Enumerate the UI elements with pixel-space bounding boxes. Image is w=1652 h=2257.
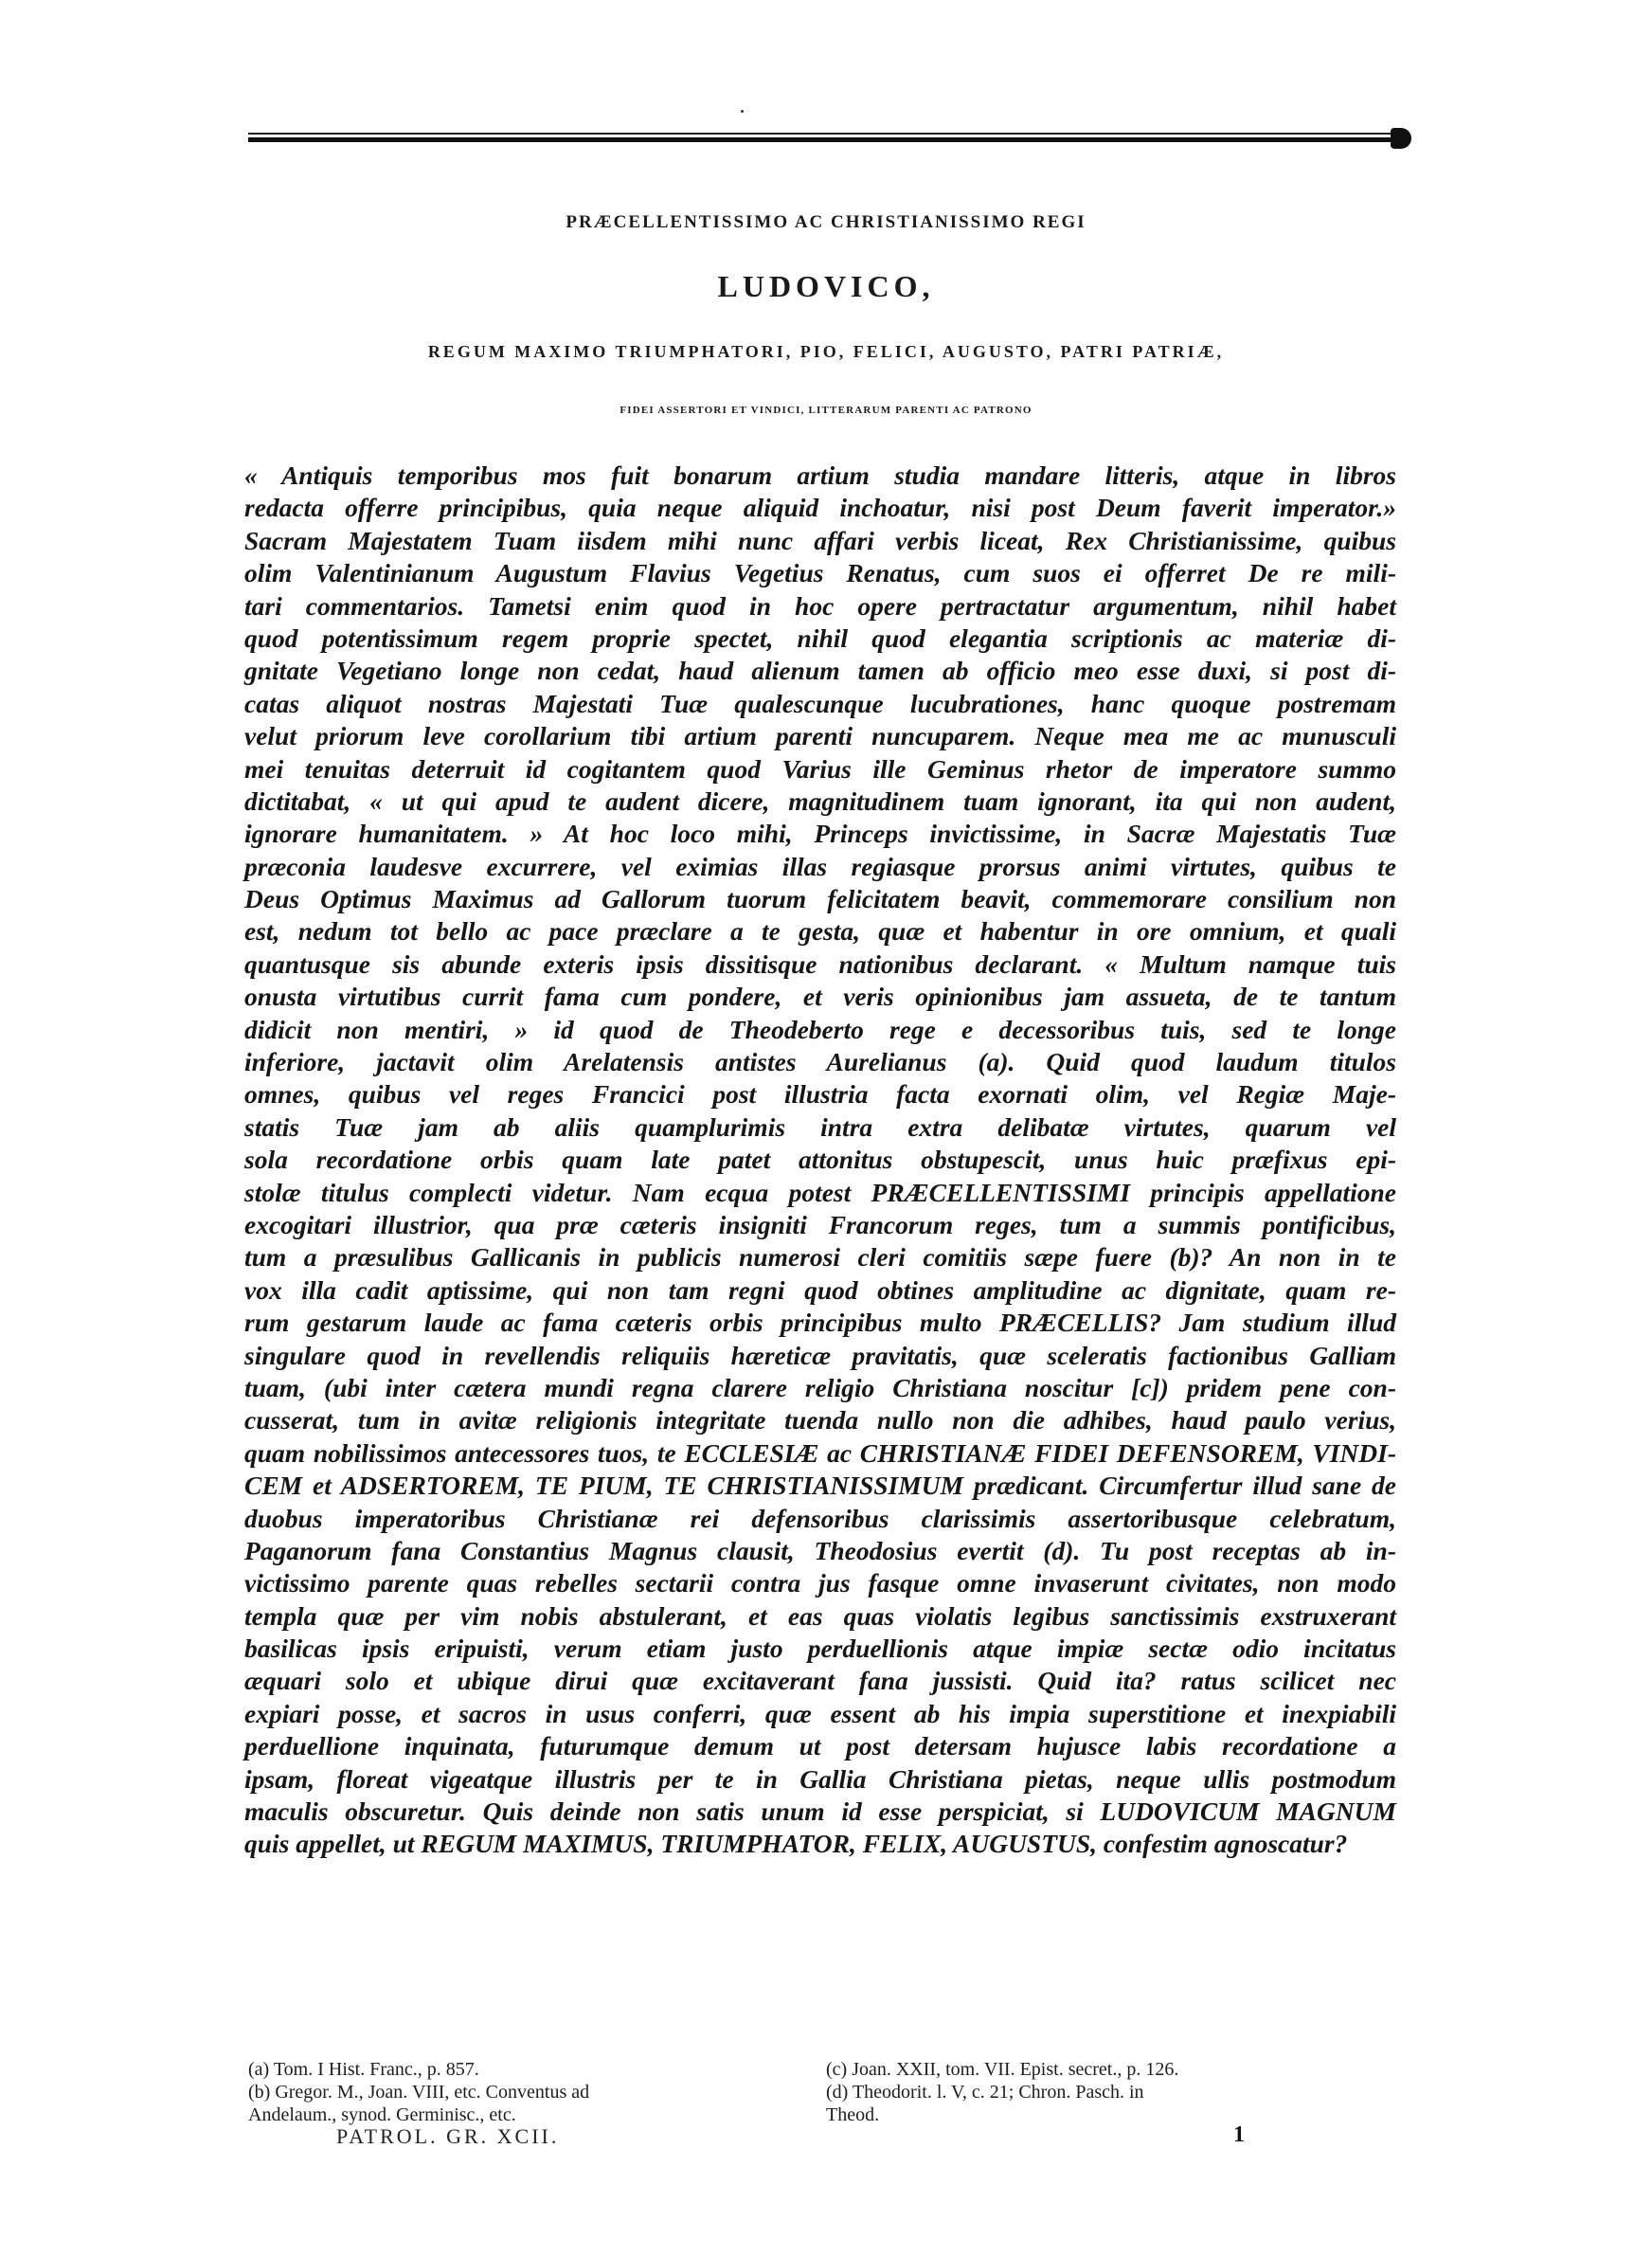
dedication-line-4: FIDEI ASSERTORI ET VINDICI, LITTERARUM PARENTI AC PATRONO: [620, 405, 1032, 416]
body-line: expiari posse, et sacros in usus conferri, quæ essent ab his impia superstitione et inexpiabili: [244, 1698, 1396, 1728]
body-line: inferiore, jactavit olim Arelatensis antistes Aurelianus (a). Quid quod laudum titulos: [244, 1047, 1396, 1077]
body-line: stolæ titulus complecti videtur. Nam ecqua potest PRÆCELLENTISSIMI principis appellatione: [244, 1177, 1396, 1207]
dedication-line-3: REGUM MAXIMO TRIUMPHATORI, PIO, FELICI, AUGUSTO, PATRI PATRIÆ,: [427, 342, 1225, 361]
rule-ornament: [1391, 128, 1411, 149]
body-line: æquari solo et ubique dirui quæ excitaverant fana jussisti. Quid ita? ratus scilicet nec: [244, 1666, 1396, 1696]
footnote-line: Theod.: [826, 2104, 880, 2125]
footnote-line: (a) Tom. I Hist. Franc., p. 857.: [248, 2059, 479, 2080]
body-line: Sacram Majestatem Tuam iisdem mihi nunc affari verbis liceat, Rex Christianissime, quibus: [244, 525, 1396, 555]
footnote-line: (d) Theodorit. l. V, c. 21; Chron. Pasch. in: [826, 2082, 1144, 2103]
body-line: tuam, (ubi inter cætera mundi regna clarere religio Christiana noscitur [c]) pridem pene con-: [244, 1372, 1396, 1402]
body-line: ipsam, floreat vigeatque illustris per te in Gallia Christiana pietas, neque ullis postmodum: [244, 1763, 1396, 1794]
footnote-line: Andelaum., synod. Germinisc., etc.: [248, 2104, 516, 2125]
body-line: basilicas ipsis eripuisti, verum etiam justo perduellionis atque impiæ sectæ odio incitatus: [244, 1634, 1396, 1664]
body-line: omnes, quibus vel reges Francici post illustria facta exornati olim, vel Regiæ Maje-: [244, 1079, 1396, 1110]
body-line: præconia laudesve excurrere, vel eximias illas regiasque prorsus animi virtutes, quibus te: [244, 851, 1396, 881]
body-line: olim Valentinianum Augustum Flavius Vegetius Renatus, cum suos ei offerret De re mili-: [244, 558, 1396, 588]
body-line: Paganorum fana Constantius Magnus clausit, Theodosius evertit (d). Tu post receptas ab in-: [244, 1535, 1396, 1565]
body-line: « Antiquis temporibus mos fuit bonarum artium studia mandare litteris, atque in libros: [244, 460, 1396, 490]
dedication-title: LUDOVICO,: [717, 269, 935, 303]
rule-thin-line: [248, 133, 1392, 135]
body-line: velut priorum leve corollarium tibi artium parenti nuncuparem. Neque mea me ac munusculi: [244, 721, 1396, 751]
footnotes-left: [248, 2058, 817, 2126]
body-line: quis appellet, ut REGUM MAXIMUS, TRIUMPHATOR, FELIX, AUGUSTUS, confestim agnoscatur?: [244, 1829, 1348, 1859]
body-line: sola recordatione orbis quam late patet attonitus obstupescit, unus huic præfixus epi-: [244, 1145, 1396, 1175]
footnotes-right: [826, 2058, 1413, 2126]
body-line: ignorare humanitatem. » At hoc loco mihi, Princeps invictissime, in Sacræ Majestatis Tuæ: [244, 819, 1396, 849]
body-line: tum a præsulibus Gallicanis in publicis numerosi cleri comitiis sæpe fuere (b)? An non in te: [244, 1242, 1396, 1273]
footnote-line: (b) Gregor. M., Joan. VIII, etc. Conventus ad: [248, 2082, 590, 2103]
dedication-body: [244, 460, 1396, 1861]
body-line: excogitari illustrior, qua præ cæteris insigniti Francorum reges, tum a summis pontificibus,: [244, 1209, 1396, 1239]
body-line: Deus Optimus Maximus ad Gallorum tuorum felicitatem beavit, commemorare consilium non: [244, 884, 1396, 914]
body-line: mei tenuitas deterruit id cogitantem quod Varius ille Geminus rhetor de imperatore summo: [244, 753, 1396, 784]
body-line: redacta offerre principibus, quia neque aliquid inchoatur, nisi post Deum faverit imperator.»: [244, 493, 1396, 523]
body-line: templa quæ per vim nobis abstulerant, et eas quas violatis legibus sanctissimis exstruxerant: [244, 1600, 1396, 1631]
body-line: victissimo parente quas rebelles sectarii contra jus fasque omne invaserunt civitates, non modo: [244, 1568, 1396, 1598]
body-line: catas aliquot nostras Majestati Tuæ qualescunque lucubrationes, hanc quoque postremam: [244, 688, 1396, 718]
body-line: tari commentarios. Tametsi enim quod in hoc opere pertractatur argumentum, nihil habet: [244, 590, 1396, 621]
body-line: dictitabat, « ut qui apud te audent dicere, magnitudinem tuam ignorant, ita qui non audent,: [244, 785, 1396, 816]
body-line: CEM et ADSERTOREM, TE PIUM, TE CHRISTIANISSIMUM prædicant. Circumfertur illud sane de: [244, 1471, 1396, 1501]
body-line: quod potentissimum regem proprie spectet, nihil quod elegantia scriptionis ac materiæ di-: [244, 623, 1396, 653]
body-line: cusserat, tum in avitæ religionis integritate tuenda nullo non die adhibes, haud paulo verius,: [244, 1405, 1396, 1435]
rule-thick-line: [248, 137, 1392, 142]
body-line: statis Tuæ jam ab aliis quamplurimis intra extra delibatæ virtutes, quarum vel: [244, 1111, 1396, 1142]
body-line: quam nobilissimos antecessores tuos, te ECCLESIÆ ac CHRISTIANÆ FIDEI DEFENSOREM, VINDI-: [244, 1437, 1396, 1468]
body-line: singulare quod in revellendis reliquiis hæreticæ pravitatis, quæ sceleratis factionibus Galliam: [244, 1340, 1396, 1370]
body-line: quantusque sis abunde exteris ipsis dissitisque nationibus declarant. « Multum namque tuis: [244, 948, 1396, 979]
scan-speck: [741, 110, 744, 113]
body-line: gnitate Vegetiano longe non cedat, haud alienum tamen ab officio meo esse duxi, si post di-: [244, 656, 1396, 686]
body-line: rum gestarum laude ac fama cæteris orbis principibus multo PRÆCELLIS? Jam studium illud: [244, 1308, 1396, 1338]
header-rule: [248, 119, 1411, 153]
body-line: duobus imperatoribus Christianæ rei defensoribus clarissimis assertoribusque celebratum,: [244, 1503, 1396, 1533]
body-line: vox illa cadit aptissime, qui non tam regni quod obtines amplitudine ac dignitate, quam re-: [244, 1274, 1396, 1305]
footnote-line: (c) Joan. XXII, tom. VII. Epist. secret., p. 126.: [826, 2059, 1179, 2080]
dedication-line-1: PRÆCELLENTISSIMO AC CHRISTIANISSIMO REGI: [566, 212, 1086, 232]
body-line: est, nedum tot bello ac pace præclare a te gesta, quæ et habentur in ore omnium, et quali: [244, 916, 1396, 947]
body-line: perduellione inquinata, futurumque demum ut post detersam hujusce labis recordatione a: [244, 1731, 1396, 1761]
body-line: onusta virtutibus currit fama cum pondere, et veris opinionibus jam assueta, de te tantum: [244, 982, 1396, 1012]
body-line: maculis obscuretur. Quis deinde non satis unum id esse perspiciat, si LUDOVICUM MAGNUM: [244, 1797, 1396, 1827]
body-line: didicit non mentiri, » id quod de Theodeberto rege e decessoribus tuis, sed te longe: [244, 1014, 1396, 1044]
page-number: 1: [1233, 2122, 1245, 2147]
volume-signature: PATROL. GR. XCII.: [336, 2124, 560, 2148]
